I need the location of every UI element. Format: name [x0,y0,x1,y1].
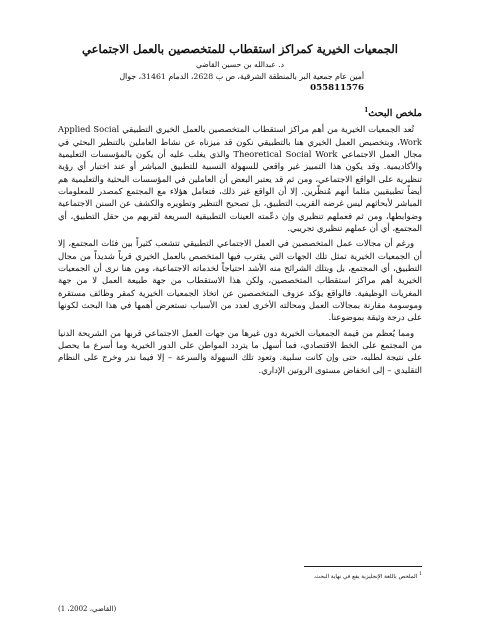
footnote-text: الملخص باللغة الإنجليزية يقع في نهاية البحث. [313,573,418,580]
abstract-paragraph-3: ومما يُعظم من قيمة الجمعيات الخيرية دون غيرها من جهات العمل الاجتماعي قربها من الشريحة الدنيا من المجتمع على الخط الاقتصادي، فما أسهل ما يتردد المواطن على الدور الخيرية وما أسرع ما يحصل على نتيجة لطلبه، حتى وإن كانت سلبية. وتعود تلك السهولة والسرعة – إلا فيما ندر وخرج على النظام التقليدي – إلى انخفاض مستوى الروتين الإداري. [58,327,422,375]
author-name: د. عبدالله بن حسين القاضي [195,60,285,69]
author-phone: 055811576 [310,83,364,93]
section-heading-text: ملخص البحث [368,108,422,120]
section-heading [58,104,422,121]
footnote-reference: 1 [364,107,369,114]
abstract-paragraph-2: ورغم أن مجالات عمل المتخصصين في العمل الاجتماعي التطبيقي تتشعب كثيراً بين فئات المجتمع، إلا أن الجمعيات الخيرية تمثل تلك الجهات التي يقترب فيها المتخصص بالعمل الخيري قرباً شديداً من مجال التطبيق، أي المجتمع، بل وبتلك الشرائح منه الأشد احتياجاً لخدماته الاجتماعية، ومن هنا نرى أن الجمعيات الخيرية أهم مراكز استقطاب المتخصصين، ولكن هذا الاستقطاب من جهة طبيعة العمل لا من جهة المغريات الوظيفية. فالواقع يؤكد عزوف المتخصصين عن اتخاذ الجمعيات الخيرية كمقر وظائف مستقرة وموسومة مقارنة بمجالات العمل ومحالته الأخرى لعدد من الأسباب نستعرض أهمها في هذا البحث لكونها على درجة وثيقة بموضوعنا. [58,238,422,323]
author-address: أمين عام جمعية البر بالمنطقة الشرقية، ص ب 2628، الدمام 31461، جوال [119,72,364,81]
paper-title: الجمعيات الخيرية كمراكز استقطاب للمتخصصين بالعمل الاجتماعي [82,42,398,56]
footnote-divider [304,566,422,567]
footnote-marker: 1 [419,572,422,577]
page-citation: (القاضي، 2002، 1) [58,605,117,613]
abstract-paragraph-1: تُعد الجمعيات الخيرية من أهم مراكز استقطاب المتخصصين بالعمل الخيري التطبيقي Applied Social Work، وبتخصيص العمل الخيري هنا بالتطبيقي نكون قد ميزناه عن نشاط العاملين بالتنظير البحثي في مجال العمل الاجتماعي Theoretical Social Work والذي يغلب عليه أن يكون بالمؤسسات التعليمية والأكاديمية. وقد يكون هذا التمييز غير واقعي للسهولة النسبية للتطبيق المباشر أو عند اختبار أي رؤية تنظيرية على الواقع الاجتماعي، ومن ثم قد يعتبر البعض أن العاملين في المؤسسات البحثية والتعليمية هم أيضاً تطبيقيين مثلما أنهم مُنظّرين. إلا أن الواقع غير ذلك، فتعامل هؤلاء مع المجتمع كمصدر للمعلومات المباشر لأبحاثهم ليس غرضه القريب التطبيق، بل تصحيح التنظير وتطويره والكشف عن السنن الاجتماعية وضوابطها، ومن ثم فعملهم تنظيري وإن دعّمته العينات التطبيقية السريعة لقربهم من حقل التطبيق، أي المجتمع، أي أن عملهم تنظيري تجريبي. [58,124,422,233]
footnote [58,571,422,581]
